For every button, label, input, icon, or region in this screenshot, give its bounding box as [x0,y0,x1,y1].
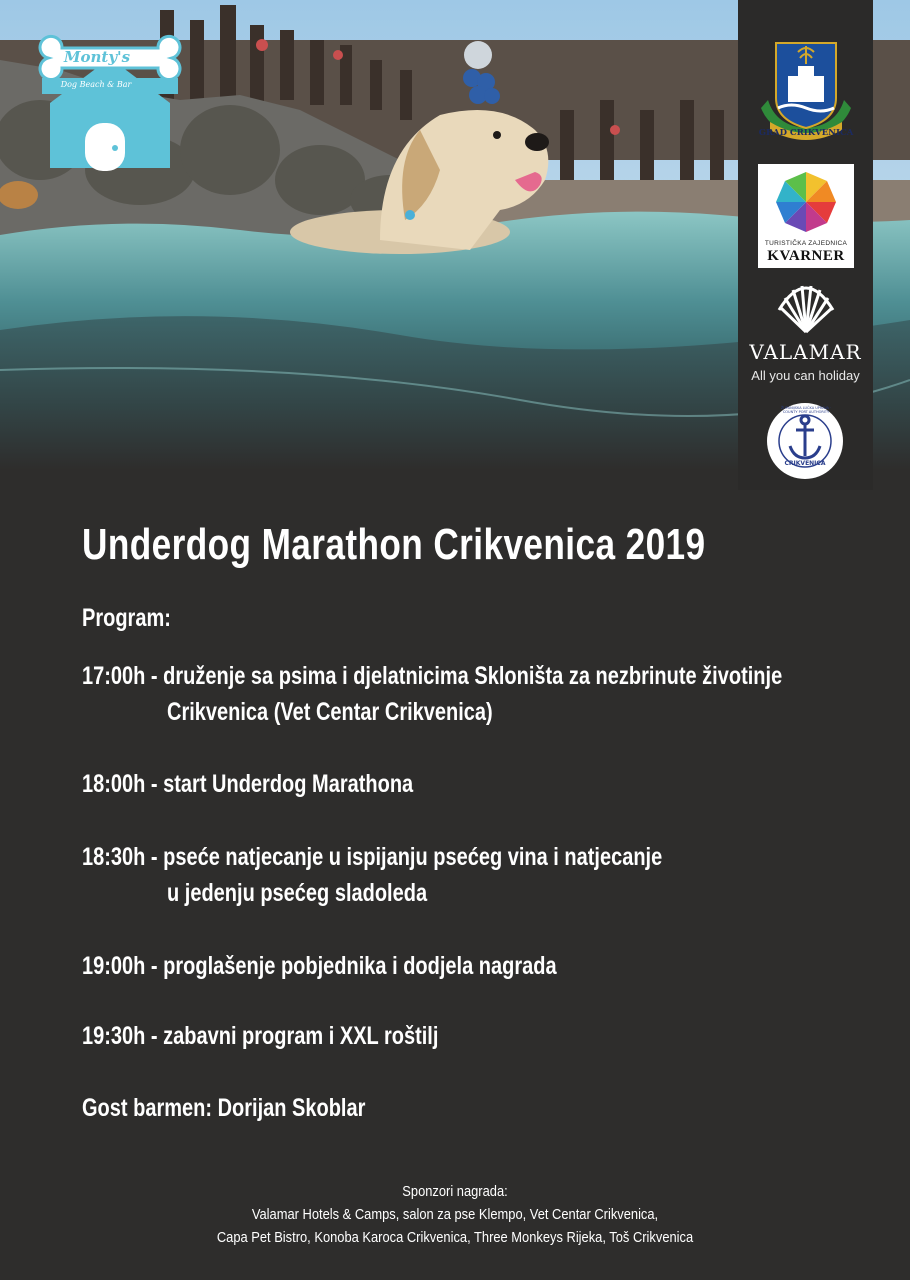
sponsors-line-1: Valamar Hotels & Camps, salon za pse Klempo, Vet Centar Crikvenica, [251,1206,659,1223]
valamar-tagline: All you can holiday [751,368,860,383]
montys-name: Monty's [63,48,131,66]
program-item-1900: 19:00h - proglašenje pobjednika i dodjela nagrada [82,952,557,980]
program-label: Program: [82,604,171,632]
sponsors-heading: Sponzori nagrada: [402,1183,508,1200]
kvarner-small-label: TURISTIČKA ZAJEDNICA [764,240,848,247]
program-item-1930: 19:30h - zabavni program i XXL roštilj [82,1022,439,1050]
port-authority-ring-text: ŽUPANIJSKA LUČKA UPRAVA · COUNTY PORT AUTHORITY [780,406,832,414]
kvarner-logo [758,164,854,268]
valamar-shell-logo [775,280,837,336]
program-item-1830-cont: u jedenju psećeg sladoleda [167,879,428,907]
port-authority-city-label: CRIKVENICA [784,460,826,467]
sponsors-block [0,1180,910,1249]
guest-bartender: Gost barmen: Dorijan Skoblar [82,1094,366,1122]
sponsor-logo-bar [738,0,873,490]
program-item-1830: 18:30h - pseće natjecanje u ispijanju psećeg vina i natjecanje [82,843,663,871]
program-item-1800: 18:00h - start Underdog Marathona [82,770,414,798]
sponsors-line-2: Capa Pet Bistro, Konoba Karoca Crikvenica, Three Monkeys Rijeka, Toš Crikvenica [216,1229,694,1246]
program-item-1700-cont: Crikvenica (Vet Centar Crikvenica) [167,698,493,726]
event-title: Underdog Marathon Crikvenica 2019 [82,520,706,569]
montys-subtitle: Dog Beach & Bar [60,80,132,89]
kvarner-big-label: KVARNER [767,248,845,264]
valamar-name: VALAMAR [749,340,862,364]
program-item-1700: 17:00h - druženje sa psima i djelatnicima Skloništa za nezbrinute životinje [82,662,783,690]
grad-crikvenica-label: GRAD CRIKVENICA [758,128,854,138]
